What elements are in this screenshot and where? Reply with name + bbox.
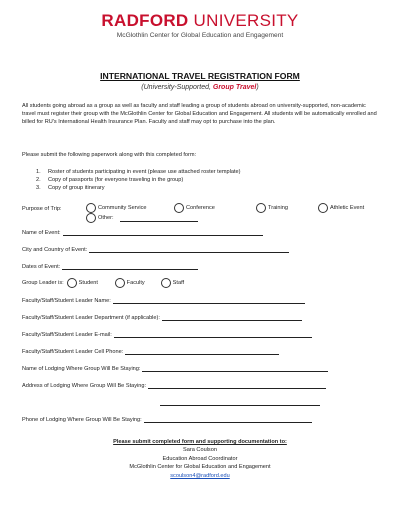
purpose-other-row — [86, 213, 198, 223]
list-item: 3. Copy of group itinerary — [36, 185, 105, 191]
leader-type-row — [22, 278, 188, 288]
dates-label: Dates of Event: — [22, 264, 61, 270]
purpose-options — [86, 203, 368, 213]
purpose-training[interactable]: Training — [256, 203, 314, 213]
radio-circle-icon[interactable] — [161, 278, 171, 288]
form-title: INTERNATIONAL TRAVEL REGISTRATION FORM — [100, 71, 300, 81]
university-logo-text — [0, 12, 400, 30]
contact-block — [0, 438, 400, 480]
lodging-address-row — [22, 382, 326, 389]
radio-circle-icon[interactable] — [318, 203, 328, 213]
lodging-address-input-line2[interactable] — [160, 399, 320, 406]
leader-email-label: Faculty/Staff/Student Leader E-mail: — [22, 332, 112, 338]
brand-bold: RADFORD — [101, 11, 189, 30]
lodging-phone-label: Phone of Lodging Where Group Will Be Staying: — [22, 417, 142, 423]
lodging-name-input[interactable] — [142, 365, 328, 372]
purpose-conference[interactable]: Conference — [174, 203, 252, 213]
radio-circle-icon[interactable] — [256, 203, 266, 213]
radio-circle-icon[interactable] — [67, 278, 77, 288]
event-name-label: Name of Event: — [22, 230, 61, 236]
leader-is-label: Group Leader is: — [22, 280, 64, 286]
lodging-address-input[interactable] — [148, 382, 326, 389]
subtitle-group-travel: Group Travel — [212, 84, 257, 91]
leader-cell-label: Faculty/Staff/Student Leader Cell Phone: — [22, 349, 124, 355]
leader-dept-input[interactable] — [162, 314, 302, 321]
dates-input[interactable] — [62, 263, 198, 270]
purpose-community-service[interactable]: Community Service — [86, 203, 170, 213]
leader-faculty[interactable]: Faculty — [115, 278, 157, 288]
purpose-label: Purpose of Trip: — [22, 206, 62, 212]
purpose-other-input[interactable] — [120, 215, 198, 222]
subtitle-post: ) — [256, 84, 259, 91]
list-item: 1. Roster of students participating in event (please use attached roster template) — [36, 169, 241, 175]
lodging-address-label: Address of Lodging Where Group Will Be Staying: — [22, 383, 147, 389]
contact-name: Sara Coulson — [183, 447, 217, 454]
city-country-label: City and Country of Event: — [22, 247, 88, 253]
brand-light: UNIVERSITY — [188, 11, 299, 30]
list-item: 2. Copy of passports (for everyone traveling in the group) — [36, 177, 184, 183]
leader-name-input[interactable] — [113, 297, 305, 304]
purpose-other[interactable]: Other: — [86, 213, 114, 223]
radio-circle-icon[interactable] — [115, 278, 125, 288]
city-country-input[interactable] — [89, 246, 289, 253]
submit-instructions: Please submit the following paperwork along with this completed form: — [22, 152, 197, 158]
lodging-name-label: Name of Lodging Where Group Will Be Staying: — [22, 366, 141, 372]
event-name-row — [22, 229, 263, 236]
radio-circle-icon[interactable] — [86, 213, 96, 223]
dates-row — [22, 263, 198, 270]
leader-student[interactable]: Student — [67, 278, 111, 288]
leader-email-input[interactable] — [114, 331, 312, 338]
intro-paragraph: All students going abroad as a group as well as faculty and staff leading a group of students abroad on university-supported, non-academic travel must register their group with the McGlothlin Center for Global Education and Engagement. All students will be automatically enrolled and billed for RU's International Health Insurance Plan. Faculty and staff may opt to purchase into the plan. — [22, 103, 377, 126]
city-country-row — [22, 246, 289, 253]
leader-dept-label: Faculty/Staff/Student Leader Department (if applicable): — [22, 315, 160, 321]
contact-role: Education Abroad Coordinator — [162, 455, 238, 462]
leader-staff[interactable]: Staff — [161, 278, 184, 288]
form-subtitle — [0, 84, 400, 91]
leader-dept-row — [22, 314, 302, 321]
center-name: McGlothlin Center for Global Education and Engagement — [116, 32, 284, 39]
leader-name-row — [22, 297, 305, 304]
lodging-phone-input[interactable] — [144, 416, 312, 423]
purpose-athletic-event[interactable]: Athletic Event — [318, 203, 364, 213]
leader-cell-row — [22, 348, 279, 355]
leader-name-label: Faculty/Staff/Student Leader Name: — [22, 298, 111, 304]
submit-heading: Please submit completed form and supporting documentation to: — [113, 439, 287, 445]
letterhead — [0, 12, 400, 39]
radio-circle-icon[interactable] — [86, 203, 96, 213]
lodging-address-line2-row — [158, 399, 320, 406]
leader-cell-input[interactable] — [125, 348, 279, 355]
lodging-phone-row — [22, 416, 312, 423]
paperwork-list — [36, 168, 240, 192]
radio-circle-icon[interactable] — [174, 203, 184, 213]
lodging-name-row — [22, 365, 328, 372]
leader-email-row — [22, 331, 312, 338]
event-name-input[interactable] — [63, 229, 263, 236]
contact-email-link[interactable]: scoulson4@radford.edu — [170, 472, 230, 479]
contact-org: McGlothlin Center for Global Education and Engagement — [129, 464, 271, 471]
subtitle-pre: (University-Supported, — [141, 84, 213, 91]
